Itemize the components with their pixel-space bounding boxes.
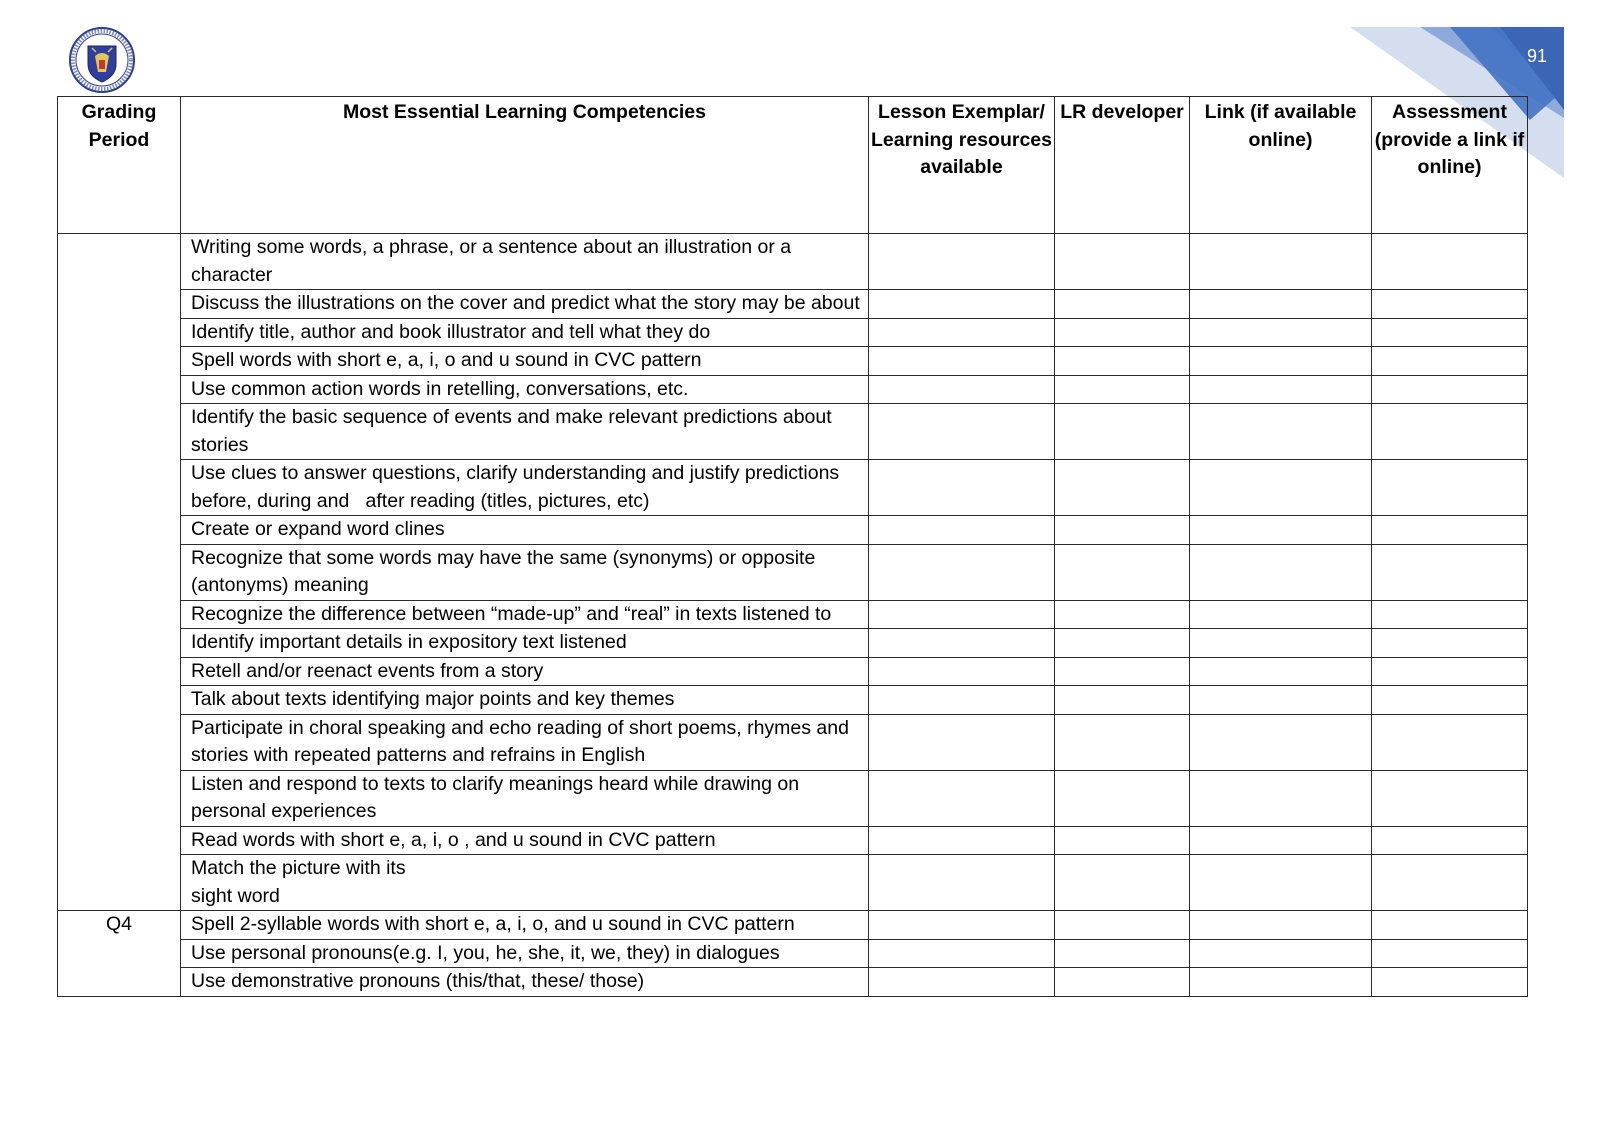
lr-developer-cell — [1055, 290, 1190, 319]
competency-cell: Listen and respond to texts to clarify meanings heard while drawing on personal experiences — [181, 770, 869, 826]
link-cell — [1190, 600, 1372, 629]
link-cell — [1190, 939, 1372, 968]
link-cell — [1190, 968, 1372, 997]
lr-developer-cell — [1055, 600, 1190, 629]
lesson-exemplar-cell — [869, 714, 1055, 770]
lr-developer-cell — [1055, 375, 1190, 404]
deped-seal-icon — [68, 26, 136, 94]
table-row — [58, 600, 1528, 629]
link-cell — [1190, 375, 1372, 404]
lr-developer-cell — [1055, 911, 1190, 940]
assessment-cell — [1372, 855, 1528, 911]
table-row — [58, 686, 1528, 715]
table-row — [58, 855, 1528, 911]
header-link: Link (if available online) — [1190, 97, 1372, 234]
assessment-cell — [1372, 600, 1528, 629]
table-row — [58, 714, 1528, 770]
lesson-exemplar-cell — [869, 318, 1055, 347]
link-cell — [1190, 544, 1372, 600]
lesson-exemplar-cell — [869, 968, 1055, 997]
lesson-exemplar-cell — [869, 234, 1055, 290]
link-cell — [1190, 911, 1372, 940]
link-cell — [1190, 686, 1372, 715]
link-cell — [1190, 318, 1372, 347]
lr-developer-cell — [1055, 460, 1190, 516]
table-row — [58, 460, 1528, 516]
lr-developer-cell — [1055, 516, 1190, 545]
lr-developer-cell — [1055, 404, 1190, 460]
assessment-cell — [1372, 826, 1528, 855]
lesson-exemplar-cell — [869, 516, 1055, 545]
link-cell — [1190, 516, 1372, 545]
competency-cell: Retell and/or reenact events from a story — [181, 657, 869, 686]
assessment-cell — [1372, 516, 1528, 545]
lr-developer-cell — [1055, 686, 1190, 715]
lesson-exemplar-cell — [869, 657, 1055, 686]
grading-period-cell — [58, 234, 181, 911]
lesson-exemplar-cell — [869, 686, 1055, 715]
competency-cell: Use demonstrative pronouns (this/that, these/ those) — [181, 968, 869, 997]
lesson-exemplar-cell — [869, 770, 1055, 826]
table-row — [58, 770, 1528, 826]
lr-developer-cell — [1055, 714, 1190, 770]
link-cell — [1190, 404, 1372, 460]
assessment-cell — [1372, 290, 1528, 319]
competency-cell: Use personal pronouns(e.g. I, you, he, she, it, we, they) in dialogues — [181, 939, 869, 968]
competency-cell: Spell words with short e, a, i, o and u sound in CVC pattern — [181, 347, 869, 376]
competency-cell: Talk about texts identifying major points and key themes — [181, 686, 869, 715]
link-cell — [1190, 714, 1372, 770]
lesson-exemplar-cell — [869, 855, 1055, 911]
competency-cell: Spell 2-syllable words with short e, a, i, o, and u sound in CVC pattern — [181, 911, 869, 940]
table-row — [58, 318, 1528, 347]
table-row — [58, 968, 1528, 997]
lr-developer-cell — [1055, 347, 1190, 376]
table-row — [58, 516, 1528, 545]
assessment-cell — [1372, 714, 1528, 770]
lr-developer-cell — [1055, 234, 1190, 290]
lesson-exemplar-cell — [869, 375, 1055, 404]
link-cell — [1190, 347, 1372, 376]
lr-developer-cell — [1055, 968, 1190, 997]
competency-cell: Match the picture with its sight word — [181, 855, 869, 911]
assessment-cell — [1372, 544, 1528, 600]
header-row — [58, 97, 1528, 234]
competency-cell: Create or expand word clines — [181, 516, 869, 545]
table-row — [58, 939, 1528, 968]
link-cell — [1190, 826, 1372, 855]
header-assessment: Assessment (provide a link if online) — [1372, 97, 1528, 234]
lesson-exemplar-cell — [869, 939, 1055, 968]
assessment-cell — [1372, 686, 1528, 715]
assessment-cell — [1372, 460, 1528, 516]
link-cell — [1190, 290, 1372, 319]
link-cell — [1190, 657, 1372, 686]
table-row — [58, 234, 1528, 290]
assessment-cell — [1372, 347, 1528, 376]
lesson-exemplar-cell — [869, 600, 1055, 629]
competency-cell: Identify title, author and book illustrator and tell what they do — [181, 318, 869, 347]
lr-developer-cell — [1055, 770, 1190, 826]
competency-cell: Read words with short e, a, i, o , and u sound in CVC pattern — [181, 826, 869, 855]
competency-cell: Discuss the illustrations on the cover and predict what the story may be about — [181, 290, 869, 319]
lesson-exemplar-cell — [869, 404, 1055, 460]
lr-developer-cell — [1055, 657, 1190, 686]
lr-developer-cell — [1055, 629, 1190, 658]
assessment-cell — [1372, 404, 1528, 460]
link-cell — [1190, 629, 1372, 658]
competency-cell: Identify important details in expository text listened — [181, 629, 869, 658]
lr-developer-cell — [1055, 544, 1190, 600]
table-row — [58, 911, 1528, 940]
assessment-cell — [1372, 968, 1528, 997]
link-cell — [1190, 855, 1372, 911]
lesson-exemplar-cell — [869, 911, 1055, 940]
competency-table — [57, 96, 1528, 997]
assessment-cell — [1372, 911, 1528, 940]
link-cell — [1190, 234, 1372, 290]
lr-developer-cell — [1055, 855, 1190, 911]
header-lr-developer: LR developer — [1055, 97, 1190, 234]
header-grading-period: Grading Period — [58, 97, 181, 234]
assessment-cell — [1372, 770, 1528, 826]
header-competencies: Most Essential Learning Competencies — [181, 97, 869, 234]
header-lesson-exemplar: Lesson Exemplar/ Learning resources available — [869, 97, 1055, 234]
assessment-cell — [1372, 234, 1528, 290]
lesson-exemplar-cell — [869, 629, 1055, 658]
table-row — [58, 826, 1528, 855]
table-row — [58, 375, 1528, 404]
page-number: 91 — [1526, 46, 1548, 66]
lesson-exemplar-cell — [869, 826, 1055, 855]
assessment-cell — [1372, 657, 1528, 686]
competency-cell: Participate in choral speaking and echo reading of short poems, rhymes and stories with repeated patterns and refrains in English — [181, 714, 869, 770]
competency-cell: Use common action words in retelling, conversations, etc. — [181, 375, 869, 404]
assessment-cell — [1372, 375, 1528, 404]
competency-cell: Use clues to answer questions, clarify understanding and justify predictions before, during and after reading (titles, pictures, etc) — [181, 460, 869, 516]
competency-cell: Recognize that some words may have the same (synonyms) or opposite (antonyms) meaning — [181, 544, 869, 600]
lr-developer-cell — [1055, 826, 1190, 855]
link-cell — [1190, 770, 1372, 826]
lesson-exemplar-cell — [869, 460, 1055, 516]
table-row — [58, 657, 1528, 686]
table-row — [58, 404, 1528, 460]
competency-cell: Recognize the difference between “made-up” and “real” in texts listened to — [181, 600, 869, 629]
lr-developer-cell — [1055, 318, 1190, 347]
competency-cell: Identify the basic sequence of events and make relevant predictions about stories — [181, 404, 869, 460]
table-row — [58, 347, 1528, 376]
competency-cell: Writing some words, a phrase, or a sentence about an illustration or a character — [181, 234, 869, 290]
assessment-cell — [1372, 318, 1528, 347]
link-cell — [1190, 460, 1372, 516]
grading-period-cell: Q4 — [58, 911, 181, 997]
assessment-cell — [1372, 629, 1528, 658]
lesson-exemplar-cell — [869, 290, 1055, 319]
table-row — [58, 290, 1528, 319]
table-row — [58, 629, 1528, 658]
table-row — [58, 544, 1528, 600]
lesson-exemplar-cell — [869, 347, 1055, 376]
lr-developer-cell — [1055, 939, 1190, 968]
assessment-cell — [1372, 939, 1528, 968]
lesson-exemplar-cell — [869, 544, 1055, 600]
